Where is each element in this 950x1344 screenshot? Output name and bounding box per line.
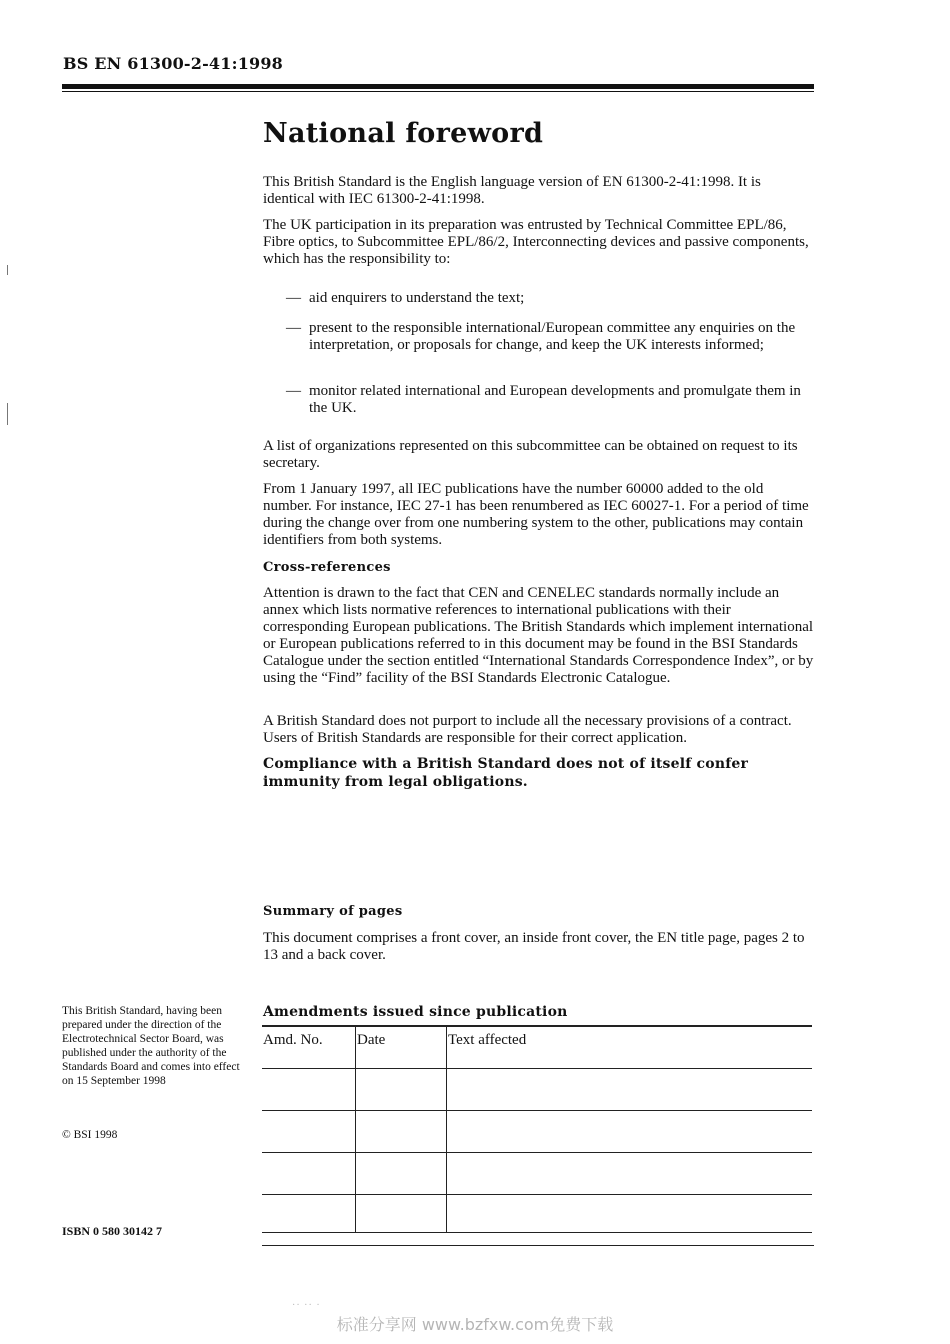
table-row	[262, 1111, 812, 1153]
table-cell	[262, 1069, 356, 1111]
intro-paragraph-1	[263, 174, 815, 208]
publication-note: This British Standard, having been prepared under the direction of the Electrotechnical Sector Board, was published under the authority of the Standards Board and comes into effect on 15 September 1998	[62, 1005, 240, 1087]
paragraph-text: This document comprises a front cover, an inside front cover, the EN title page, pages 2 to 13 and a back cover.	[263, 930, 805, 963]
responsibility-item-2	[286, 320, 811, 354]
header-rule-thick	[62, 84, 814, 89]
amendments-heading: Amendments issued since publication	[263, 1004, 568, 1020]
table-row	[262, 1153, 812, 1195]
table-cell	[356, 1195, 447, 1233]
responsibility-item-3	[286, 383, 811, 417]
organizations-paragraph	[263, 438, 815, 472]
bullet-text: aid enquirers to understand the text;	[309, 290, 525, 306]
table-cell	[356, 1069, 447, 1111]
table-cell	[356, 1111, 447, 1153]
bottom-rule	[262, 1245, 814, 1246]
paragraph-text: The UK participation in its preparation was entrusted by Technical Committee EPL/86, Fibre optics, to Subcommittee EPL/86/2, Interconnecting devices and passive components, which has the responsibility to:	[263, 217, 809, 267]
page-title: National foreword	[263, 118, 544, 149]
dash-marker: —	[286, 383, 301, 399]
intro-paragraph-2	[263, 217, 815, 268]
cross-references-paragraph-2	[263, 713, 815, 747]
table-cell	[447, 1069, 813, 1111]
table-cell	[356, 1153, 447, 1195]
scan-margin-mark	[7, 403, 8, 425]
header-rule-thin	[62, 91, 814, 92]
cross-references-heading: Cross-references	[263, 560, 391, 575]
summary-paragraph	[263, 930, 815, 964]
table-cell	[262, 1111, 356, 1153]
cross-references-paragraph-1	[263, 585, 815, 687]
scan-artifact: ·· ·· ·	[292, 1300, 321, 1311]
scan-margin-mark	[7, 265, 8, 275]
table-cell	[447, 1195, 813, 1233]
copyright-notice: © BSI 1998	[62, 1129, 118, 1141]
paragraph-text: From 1 January 1997, all IEC publications have the number 60000 added to the old number. For instance, IEC 27-1 has been renumbered as IEC 60027-1. For a period of time during the change over from one numbering system to the other, publications may contain identifiers from both systems.	[263, 481, 809, 548]
dash-marker: —	[286, 320, 301, 336]
table-cell	[262, 1153, 356, 1195]
table-cell	[262, 1195, 356, 1233]
dash-marker: —	[286, 290, 301, 306]
document-id: BS EN 61300-2-41:1998	[63, 54, 284, 73]
isbn-number: ISBN 0 580 30142 7	[62, 1224, 163, 1238]
table-cell	[447, 1153, 813, 1195]
responsibility-item-1	[286, 290, 811, 307]
table-header-row	[262, 1026, 812, 1069]
compliance-statement: Compliance with a British Standard does not of itself confer immunity from legal obligations.	[263, 756, 749, 790]
paragraph-text: A British Standard does not purport to include all the necessary provisions of a contract. Users of British Standards are responsible for their correct application.	[263, 713, 792, 746]
column-header-date: Date	[356, 1026, 447, 1069]
column-header-text-affected: Text affected	[447, 1026, 813, 1069]
paragraph-text: A list of organizations represented on this subcommittee can be obtained on request to its secretary.	[263, 438, 798, 471]
table-row	[262, 1195, 812, 1233]
paragraph-text: Attention is drawn to the fact that CEN and CENELEC standards normally include an annex which lists normative references to international publications with their corresponding European publications. The British Standards which implement international or European publications referred to in this document may be found in the BSI Standards Catalogue under the section entitled “International Standards Correspondence Index”, or by using the “Find” facility of the BSI Standards Electronic Catalogue.	[263, 585, 814, 686]
paragraph-text: This British Standard is the English language version of EN 61300-2-41:1998. It is identical with IEC 61300-2-41:1998.	[263, 174, 761, 207]
bullet-text: monitor related international and European developments and promulgate them in the UK.	[309, 383, 801, 416]
table-cell	[447, 1111, 813, 1153]
numbering-paragraph	[263, 481, 815, 549]
bullet-text: present to the responsible international/European committee any enquiries on the interpretation, or proposals for change, and keep the UK interests informed;	[309, 320, 796, 353]
column-header-amd-no: Amd. No.	[262, 1026, 356, 1069]
table-row	[262, 1069, 812, 1111]
summary-heading: Summary of pages	[263, 904, 403, 919]
footer-watermark: 标准分享网 www.bzfxw.com免费下载	[336, 1315, 614, 1334]
amendments-table	[262, 1025, 812, 1233]
